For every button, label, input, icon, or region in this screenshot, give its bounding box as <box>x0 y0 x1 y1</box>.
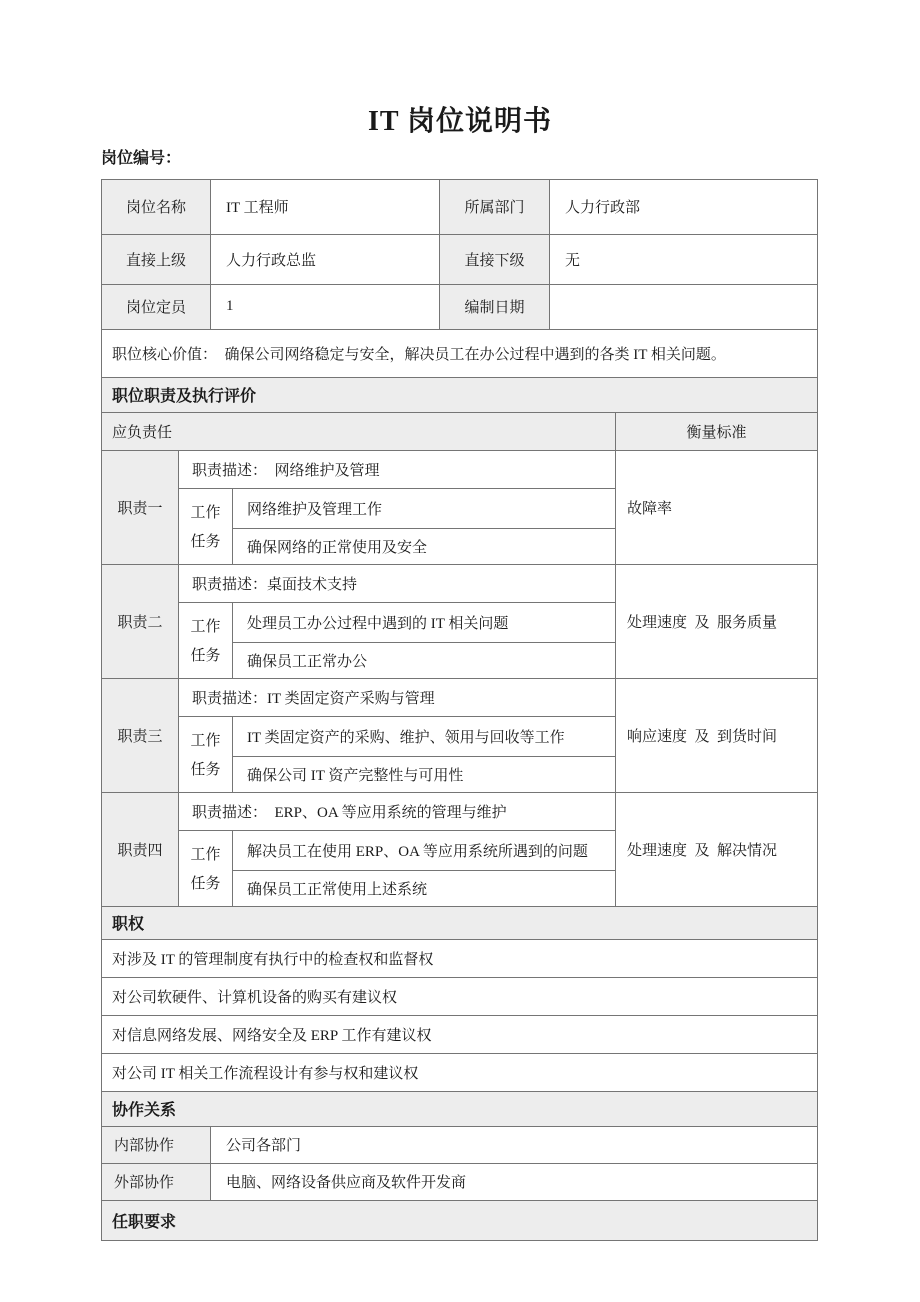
collaboration-row <box>102 1127 817 1164</box>
authority-item: 对公司 IT 相关工作流程设计有参与权和建议权 <box>112 1065 419 1082</box>
field-label-headcount: 岗位定员 <box>102 285 210 329</box>
field-label-date: 编制日期 <box>439 285 549 329</box>
task-label-line2: 任务 <box>190 875 221 892</box>
section-header-duties-label: 职位职责及执行评价 <box>102 378 817 412</box>
task-item: 确保员工正常使用上述系统 <box>247 881 428 898</box>
authority-item-row <box>102 1054 817 1092</box>
core-value-text: 职位核心价值： 确保公司网络稳定与安全，解决员工在办公过程中遇到的各类 IT 相关问题。 <box>112 346 726 363</box>
duty-measure: 响应速度 及 到货时间 <box>615 679 817 792</box>
duty-row <box>102 451 817 565</box>
task-label-line1: 工作 <box>190 505 221 522</box>
duties-column-header-row <box>102 413 817 451</box>
task-label-line2: 任务 <box>190 761 221 778</box>
authority-item: 对公司软硬件、计算机设备的购买有建议权 <box>112 989 398 1006</box>
field-value-date <box>549 285 817 329</box>
doc-number-label: 岗位编号： <box>101 149 182 167</box>
field-value-headcount: 1 <box>210 285 439 329</box>
duty-row <box>102 793 817 907</box>
duty-tasks <box>179 717 615 792</box>
collab-value-internal: 公司各部门 <box>210 1127 817 1163</box>
duty-description: 职责描述：桌面技术支持 <box>179 565 615 603</box>
duty-name: 职责四 <box>102 793 178 906</box>
field-label-department: 所属部门 <box>439 180 549 234</box>
duty-name: 职责二 <box>102 565 178 678</box>
basic-info-row <box>102 180 817 235</box>
task-list <box>232 831 615 906</box>
task-item: 处理员工办公过程中遇到的 IT 相关问题 <box>233 603 615 643</box>
task-label <box>179 831 232 906</box>
duty-detail <box>178 793 615 906</box>
duty-name: 职责三 <box>102 679 178 792</box>
section-header-authority-label: 职权 <box>102 907 817 939</box>
task-label-line1: 工作 <box>190 619 221 636</box>
duty-measure: 处理速度 及 服务质量 <box>615 565 817 678</box>
task-label-line1: 工作 <box>190 733 221 750</box>
task-label <box>179 717 232 792</box>
duty-description: 职责描述： 网络维护及管理 <box>179 451 615 489</box>
collab-label-external: 外部协作 <box>102 1164 210 1200</box>
job-description-table <box>101 179 818 1241</box>
duty-description: 职责描述： ERP、OA 等应用系统的管理与维护 <box>179 793 615 831</box>
duty-tasks <box>179 489 615 564</box>
duty-row <box>102 679 817 793</box>
field-value-subordinate: 无 <box>549 235 817 284</box>
task-item: 确保公司 IT 资产完整性与可用性 <box>247 767 464 784</box>
basic-info-row <box>102 285 817 330</box>
section-header-authority <box>102 907 817 940</box>
duty-detail <box>178 565 615 678</box>
task-item: 解决员工在使用 ERP、OA 等应用系统所遇到的问题 <box>233 831 615 871</box>
basic-info-row <box>102 235 817 285</box>
task-list <box>232 489 615 564</box>
task-item: IT 类固定资产的采购、维护、领用与回收等工作 <box>233 717 615 757</box>
task-list <box>232 603 615 678</box>
duty-measure: 故障率 <box>615 451 817 564</box>
task-label-line2: 任务 <box>190 533 221 550</box>
task-label-line1: 工作 <box>190 847 221 864</box>
duty-tasks <box>179 603 615 678</box>
section-header-collaboration <box>102 1092 817 1127</box>
duty-row <box>102 565 817 679</box>
collab-value-external: 电脑、网络设备供应商及软件开发商 <box>210 1164 817 1200</box>
column-header-measure: 衡量标准 <box>615 413 817 450</box>
section-header-requirements-label: 任职要求 <box>102 1201 817 1240</box>
collaboration-row <box>102 1164 817 1201</box>
task-item: 确保员工正常办公 <box>247 653 368 670</box>
duty-tasks <box>179 831 615 906</box>
task-item: 网络维护及管理工作 <box>233 489 615 529</box>
section-header-duties <box>102 378 817 413</box>
task-label <box>179 489 232 564</box>
authority-item: 对涉及 IT 的管理制度有执行中的检查权和监督权 <box>112 951 434 968</box>
field-label-supervisor: 直接上级 <box>102 235 210 284</box>
core-value-row <box>102 330 817 378</box>
duty-detail <box>178 679 615 792</box>
authority-item-row <box>102 940 817 978</box>
authority-item-row <box>102 978 817 1016</box>
duty-description: 职责描述：IT 类固定资产采购与管理 <box>179 679 615 717</box>
task-label <box>179 603 232 678</box>
field-label-job-title: 岗位名称 <box>102 180 210 234</box>
task-list <box>232 717 615 792</box>
collab-label-internal: 内部协作 <box>102 1127 210 1163</box>
duty-detail <box>178 451 615 564</box>
task-label-line2: 任务 <box>190 647 221 664</box>
duty-measure: 处理速度 及 解决情况 <box>615 793 817 906</box>
authority-item-row <box>102 1016 817 1054</box>
section-header-requirements <box>102 1201 817 1240</box>
field-value-supervisor: 人力行政总监 <box>210 235 439 284</box>
column-header-responsibility: 应负责任 <box>112 424 173 441</box>
section-header-collaboration-label: 协作关系 <box>102 1092 817 1126</box>
field-value-department: 人力行政部 <box>549 180 817 234</box>
page-title: IT 岗位说明书 <box>367 106 553 137</box>
field-label-subordinate: 直接下级 <box>439 235 549 284</box>
field-value-job-title: IT 工程师 <box>210 180 439 234</box>
duty-name: 职责一 <box>102 451 178 564</box>
authority-item: 对信息网络发展、网络安全及 ERP 工作有建议权 <box>112 1027 432 1044</box>
task-item: 确保网络的正常使用及安全 <box>247 539 428 556</box>
